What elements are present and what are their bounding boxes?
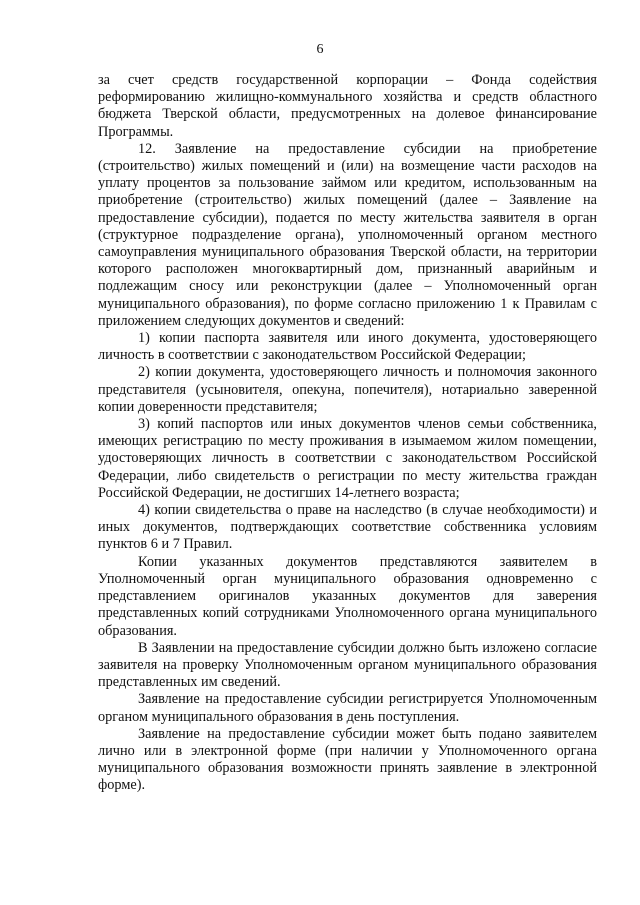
list-item-4-inheritance-certificate: 4) копии свидетельства о праве на наследство (в случае необходимости) и иных документов, подтверждающих соответствие собственника условиям пунктов 6 и 7 Правил.: [98, 502, 597, 553]
paragraph-electronic-submission: Заявление на предоставление субсидии может быть подано заявителем лично или в электронной форме (при наличии у Уполномоченного органа муниципального образования возможности принять заявление в электронной форме).: [98, 725, 597, 794]
document-body: [98, 72, 597, 795]
paragraph-copies-submission: Копии указанных документов представляются заявителем в Уполномоченный орган муниципального образования одновременно с представлением оригиналов указанных документов для заверения представленных копий сотрудниками Уполномоченного органа муниципального образования.: [98, 553, 597, 639]
list-item-3-family-passports: 3) копий паспортов или иных документов членов семьи собственника, имеющих регистрацию по месту проживания в изымаемом жилом помещении, удостоверяющих личность в соответствии с законодательством Российской Федерации, либо свидетельств о регистрации по месту жительства граждан Российской Федерации, не достигших 14-летнего возраста;: [98, 416, 597, 501]
paragraph-registration: Заявление на предоставление субсидии регистрируется Уполномоченным органом муниципального образования в день поступления.: [98, 691, 597, 725]
list-item-2-representative-documents: 2) копии документа, удостоверяющего личность и полномочия законного представителя (усыновителя, опекуна, попечителя), нотариально заверенной копии доверенности представителя;: [98, 364, 597, 415]
paragraph-consent-verification: В Заявлении на предоставление субсидии должно быть изложено согласие заявителя на проверку Уполномоченным органом муниципального образования представленных им сведений.: [98, 639, 597, 691]
paragraph-12-application: 12. Заявление на предоставление субсидии на приобретение (строительство) жилых помещений и (или) на возмещение части расходов на уплату процентов за пользование займом или кредитом, использованным на приобретение (строительство) жилых помещений (далее – Заявление на предоставление субсидии), подается по месту жительства заявителя в орган (структурное подразделение органа), уполномоченный органом местного самоуправления муниципального образования Тверской области, на территории которого расположен многоквартирный дом, признанный аварийным и подлежащим сносу или реконструкции (далее – Уполномоченный орган муниципального образования), по форме согласно приложению 1 к Правилам с приложением следующих документов и сведений:: [98, 140, 597, 329]
list-item-1-passport-copy: 1) копии паспорта заявителя или иного документа, удостоверяющего личность в соответствии с законодательством Российской Федерации;: [98, 330, 597, 364]
paragraph-funding-continuation: за счет средств государственной корпорации – Фонда содействия реформированию жилищно-коммунального хозяйства и средств областного бюджета Тверской области, предусмотренных на долевое финансирование Программы.: [98, 72, 597, 140]
page-number: 6: [316, 42, 324, 57]
